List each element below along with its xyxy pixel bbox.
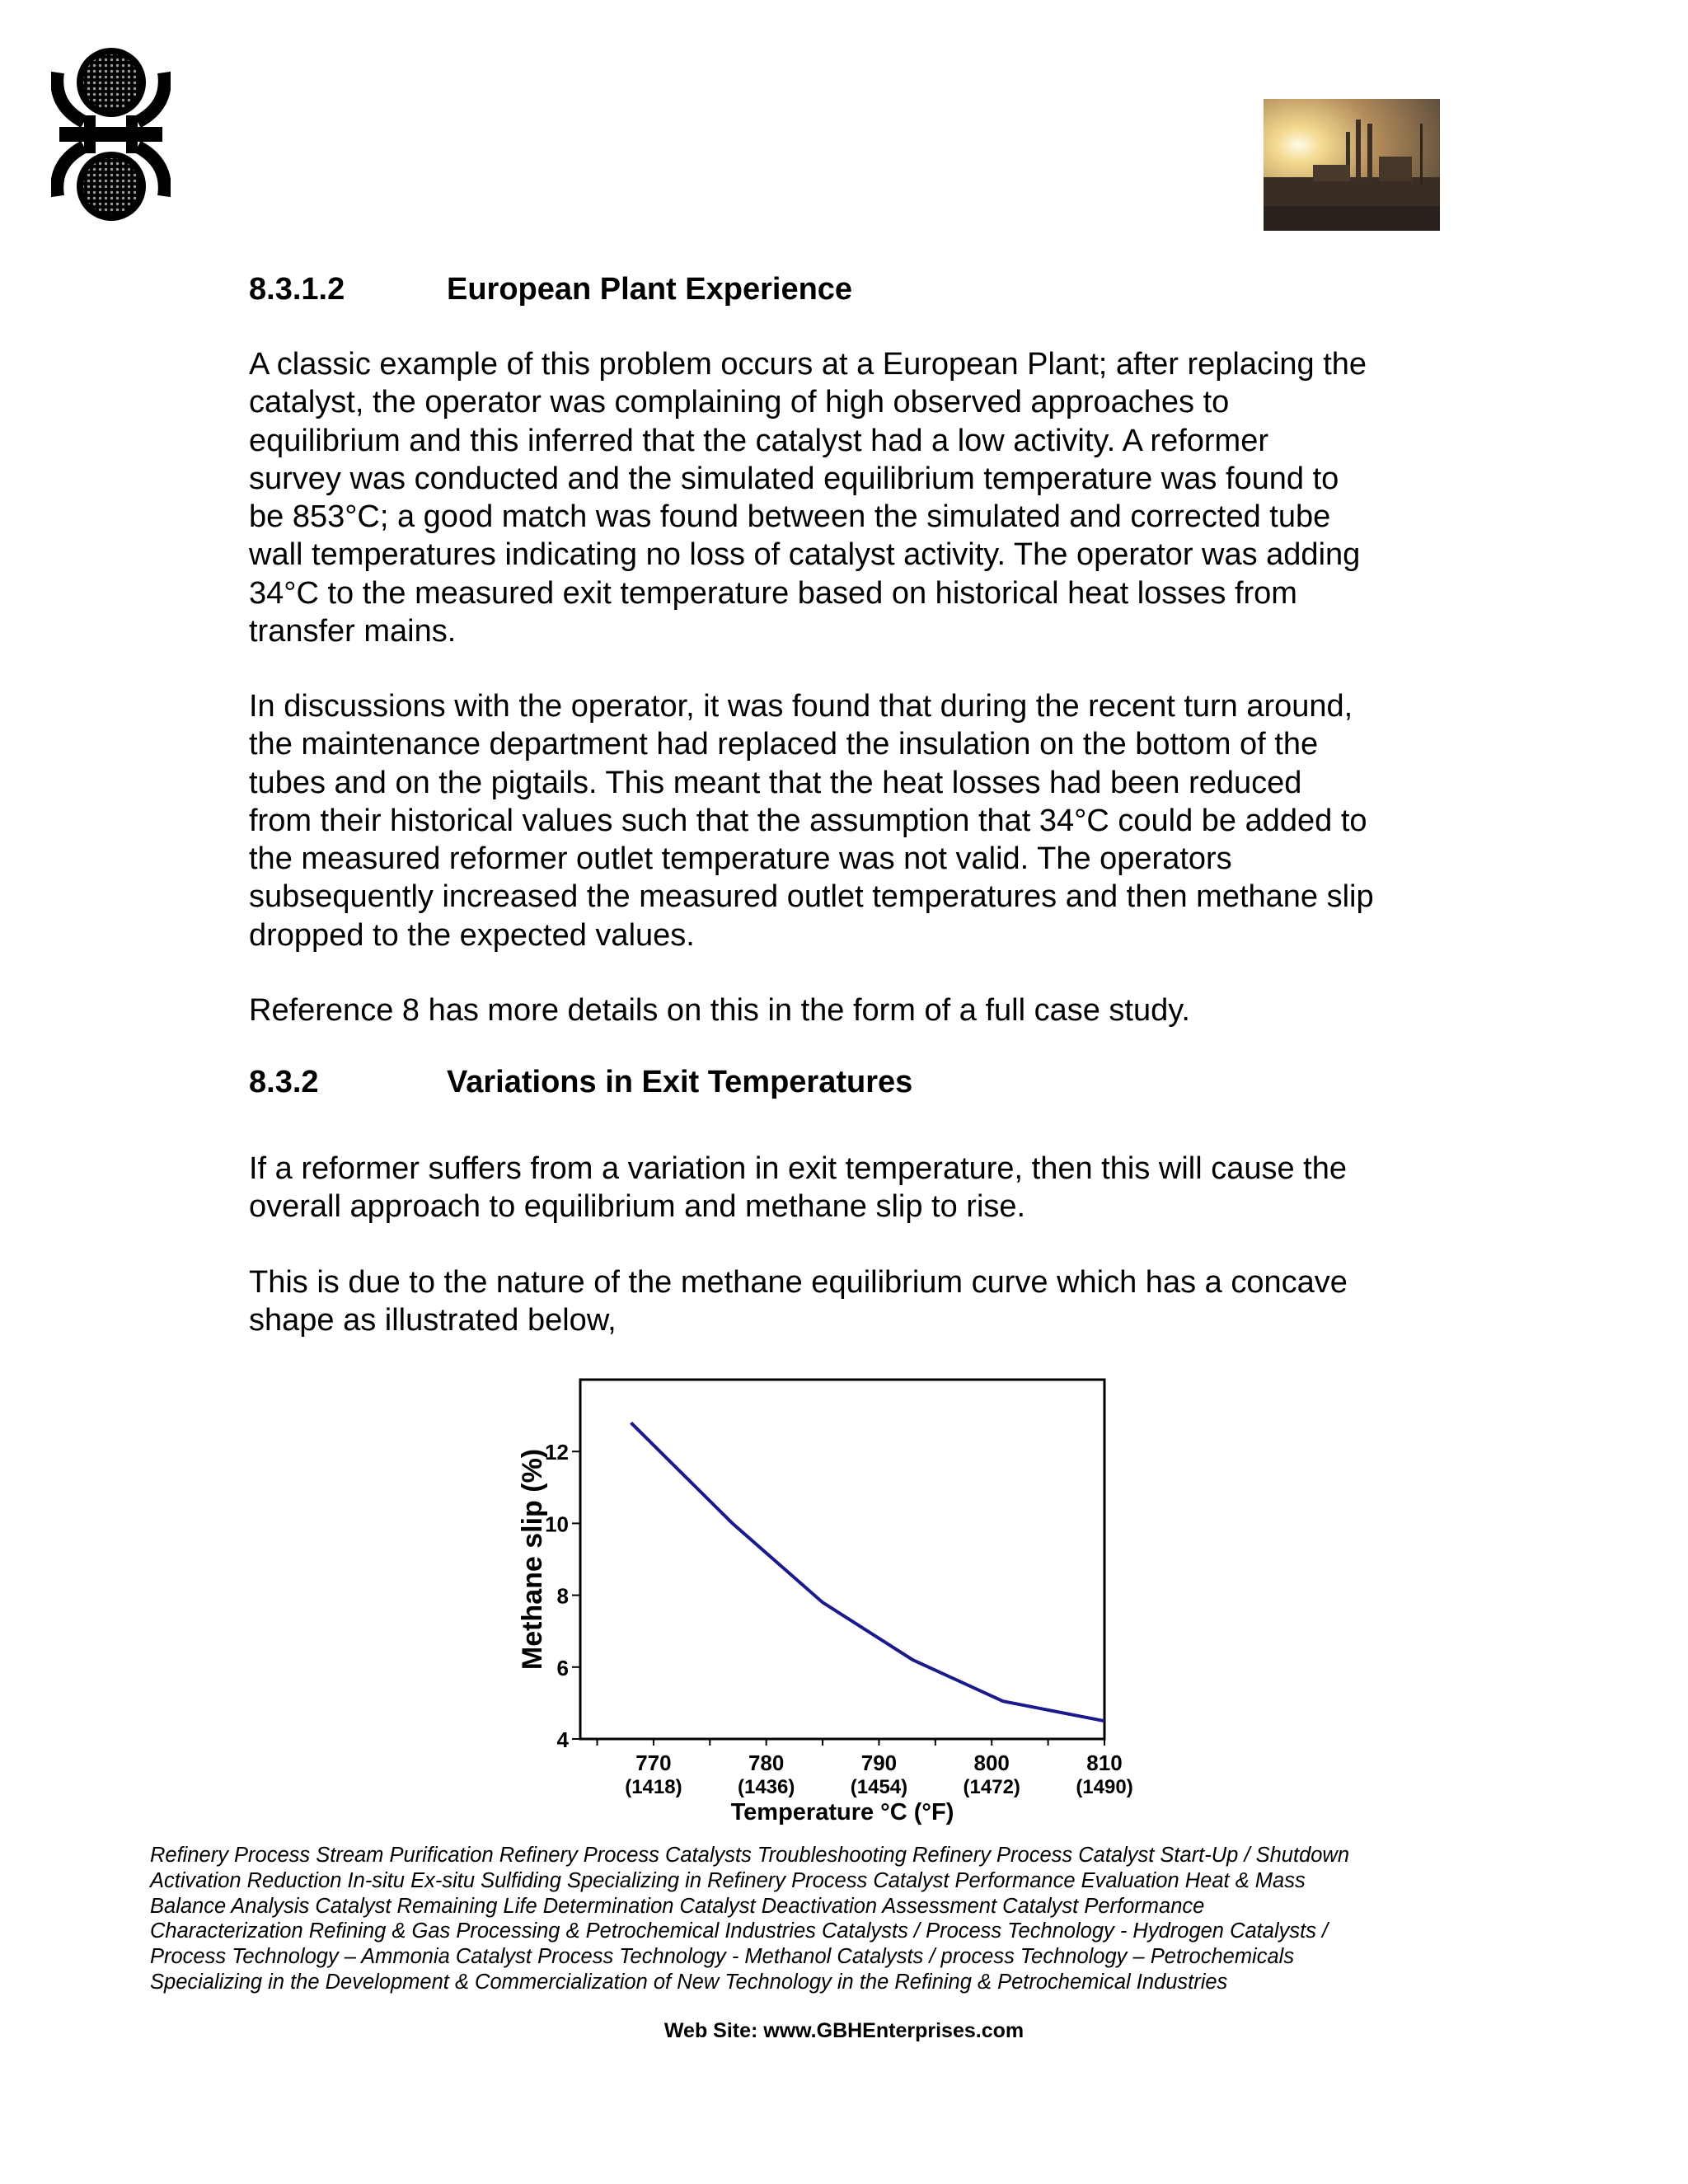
section-title: European Plant Experience bbox=[447, 272, 853, 307]
paragraph-european-plant: A classic example of this problem occurs at a European Plant; after replacing the catalyst, the operator was complaining of high observed approaches to equilibrium and this inferred that the catalyst had a low activity. A reformer survey was conducted and the simulated equilibrium temperature was found to be 853°C; a good match was found between the simulated and corrected tube wall temperatures indicating no loss of catalyst activity. The operator was adding 34°C to the measured exit temperature based on historical heat losses from transfer mains. bbox=[249, 347, 1367, 649]
footer-website: Web Site: www.GBHEnterprises.com bbox=[663, 2019, 1025, 2042]
paragraph-variation: If a reformer suffers from a variation in exit temperature, then this will cause the overall approach to equilibrium and methane slip to rise. bbox=[249, 1151, 1347, 1225]
company-logo bbox=[51, 40, 171, 229]
section-title: Variations in Exit Temperatures bbox=[447, 1065, 913, 1099]
refinery-sunset-photo bbox=[1264, 99, 1440, 231]
paragraph-reference: Reference 8 has more details on this in the form of a full case study. bbox=[249, 993, 1190, 1028]
x-tick-label-fahrenheit: (1490) bbox=[1076, 1776, 1133, 1798]
section-heading-8-3-2 bbox=[249, 1063, 912, 1101]
x-axis-label: Temperature °C (°F) bbox=[730, 1799, 954, 1825]
plot-frame bbox=[580, 1380, 1104, 1739]
x-tick-label-fahrenheit: (1454) bbox=[850, 1776, 908, 1798]
section-number: 8.3.1.2 bbox=[249, 272, 345, 307]
section-number: 8.3.2 bbox=[249, 1065, 319, 1099]
paragraph-concave: This is due to the nature of the methane equilibrium curve which has a concave shape as illustrated below, bbox=[249, 1265, 1348, 1338]
y-tick-label: 4 bbox=[556, 1727, 569, 1752]
x-tick-label: 770 bbox=[635, 1750, 672, 1775]
y-axis-label: Methane slip (%) bbox=[517, 1448, 548, 1671]
paragraph-discussions: In discussions with the operator, it was found that during the recent turn around, the maintenance department had replaced the insulation on the bottom of the tubes and on the pigtails. This meant that the heat losses had been reduced from their historical values such that the assumption that 34°C could be added to the measured reformer outlet temperature was not valid. The operators subsequently increased the measured outlet temperatures and then methane slip dropped to the expected values. bbox=[249, 689, 1374, 953]
x-tick-label: 800 bbox=[973, 1750, 1010, 1775]
y-tick-label: 6 bbox=[556, 1655, 569, 1680]
section-heading-8-3-1-2 bbox=[249, 270, 852, 308]
y-tick-label: 12 bbox=[545, 1440, 569, 1465]
methane-slip-chart bbox=[495, 1368, 1154, 1838]
y-tick-label: 10 bbox=[545, 1511, 569, 1537]
series-line bbox=[631, 1422, 1104, 1721]
x-tick-label-fahrenheit: (1436) bbox=[737, 1776, 795, 1798]
x-tick-label-fahrenheit: (1472) bbox=[963, 1776, 1020, 1798]
x-tick-label: 780 bbox=[748, 1750, 785, 1775]
x-tick-label-fahrenheit: (1418) bbox=[625, 1776, 682, 1798]
footer-services-text: Refinery Process Stream Purification Refinery Process Catalysts Troubleshooting Refinery Process Catalyst Start-Up / Shutdown Activation Reduction In-situ Ex-situ Sulfiding Specializing in Refinery Process Catalyst Performance Evaluation Heat & Mass Balance Analysis Catalyst Remaining Life Determination Catalyst Deactivation Assessment Catalyst Performance Characterization Refining & Gas Processing & Petrochemical Industries Catalysts / Process Technology - Hydrogen Catalysts / Process Technology – Ammonia Catalyst Process Technology - Methanol Catalysts / process Technology – Petrochemicals Specializing in the Development & Commercialization of New Technology in the Refining & Petrochemical Industries bbox=[150, 1844, 1350, 1994]
x-tick-label: 790 bbox=[860, 1750, 898, 1775]
y-tick-label: 8 bbox=[556, 1583, 569, 1609]
x-tick-label: 810 bbox=[1086, 1750, 1123, 1775]
